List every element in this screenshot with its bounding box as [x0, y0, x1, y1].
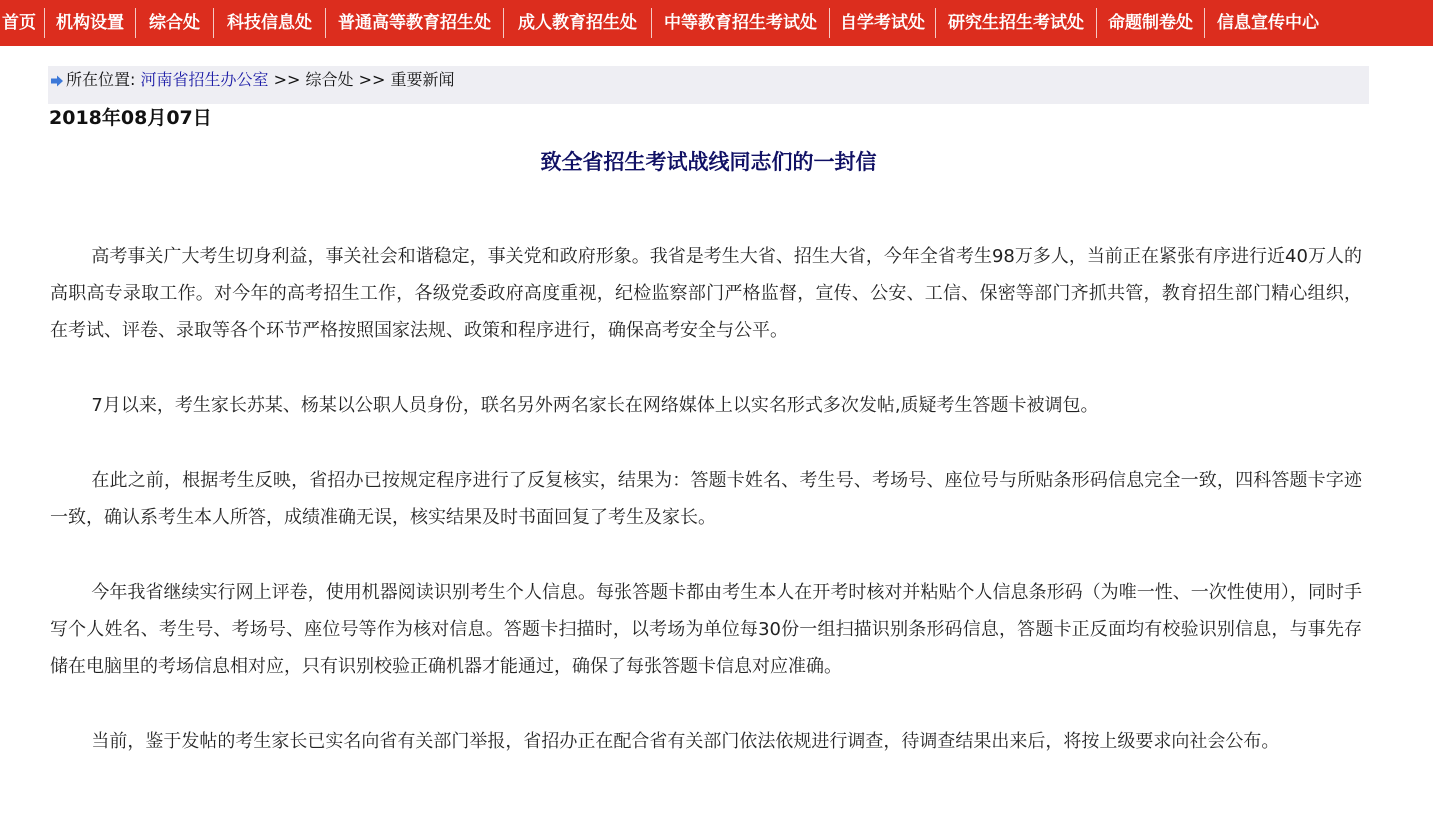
article-body	[50, 238, 1362, 798]
nav-item-info-publicity-center[interactable]: 信息宣传中心	[1217, 13, 1319, 33]
nav-item-adult-edu-admissions[interactable]: 成人教育招生处	[518, 13, 637, 33]
article-paragraph: 高考事关广大考生切身利益，事关社会和谐稳定，事关党和政府形象。我省是考生大省、招生大省，今年全省考生98万多人，当前正在紧张有序进行近40万人的高职高专录取工作。对今年的高考招生工作，各级党委政府高度重视，纪检监察部门严格监督，宣传、公安、工信、保密等部门齐抓共管，教育招生部门精心组织，在考试、评卷、录取等各个环节严格按照国家法规、政策和程序进行，确保高考安全与公平。	[50, 246, 1362, 341]
nav-item-self-study-exams[interactable]: 自学考试处	[840, 13, 925, 33]
nav-item-secondary-edu-exams[interactable]: 中等教育招生考试处	[664, 13, 817, 33]
breadcrumb	[48, 66, 1369, 104]
nav-item-tech-info[interactable]: 科技信息处	[227, 13, 312, 33]
nav-item-home[interactable]: 首页	[2, 13, 36, 33]
nav-item-higher-edu-admissions[interactable]: 普通高等教育招生处	[338, 13, 491, 33]
breadcrumb-separator: >>	[358, 70, 386, 89]
breadcrumb-prefix: 所在位置:	[66, 70, 136, 89]
breadcrumb-home-link[interactable]: 河南省招生办公室	[140, 70, 269, 89]
nav-item-general-office[interactable]: 综合处	[149, 13, 200, 33]
article-date: 2018年08月07日	[49, 107, 212, 129]
arrow-right-icon	[50, 74, 64, 88]
nav-item-exam-paper-office[interactable]: 命题制卷处	[1108, 13, 1193, 33]
article-paragraph: 今年我省继续实行网上评卷，使用机器阅读识别考生个人信息。每张答题卡都由考生本人在开考时核对并粘贴个人信息条形码（为唯一性、一次性使用），同时手写个人姓名、考生号、考场号、座位号等作为核对信息。答题卡扫描时，以考场为单位每30份一组扫描识别条形码信息，答题卡正反面均有校验识别信息，与事先存储在电脑里的考场信息相对应，只有识别校验正确机器才能通过，确保了每张答题卡信息对应准确。	[50, 582, 1362, 677]
nav-item-organization[interactable]: 机构设置	[56, 13, 124, 33]
breadcrumb-section: 综合处	[305, 70, 354, 89]
article-paragraph: 在此之前，根据考生反映，省招办已按规定程序进行了反复核实，结果为：答题卡姓名、考生号、考场号、座位号与所贴条形码信息完全一致，四科答题卡字迹一致，确认系考生本人所答，成绩准确无误，核实结果及时书面回复了考生及家长。	[50, 470, 1362, 528]
breadcrumb-separator: >>	[273, 70, 301, 89]
nav-item-graduate-admissions[interactable]: 研究生招生考试处	[948, 13, 1084, 33]
top-nav-bar	[0, 0, 1433, 46]
breadcrumb-current: 重要新闻	[390, 70, 455, 89]
article-title: 致全省招生考试战线同志们的一封信	[540, 149, 877, 174]
article-paragraph: 当前，鉴于发帖的考生家长已实名向省有关部门举报，省招办正在配合省有关部门依法依规进行调查，待调查结果出来后，将按上级要求向社会公布。	[91, 731, 1280, 752]
article-paragraph: 7月以来，考生家长苏某、杨某以公职人员身份，联名另外两名家长在网络媒体上以实名形式多次发帖,质疑考生答题卡被调包。	[91, 395, 1099, 416]
